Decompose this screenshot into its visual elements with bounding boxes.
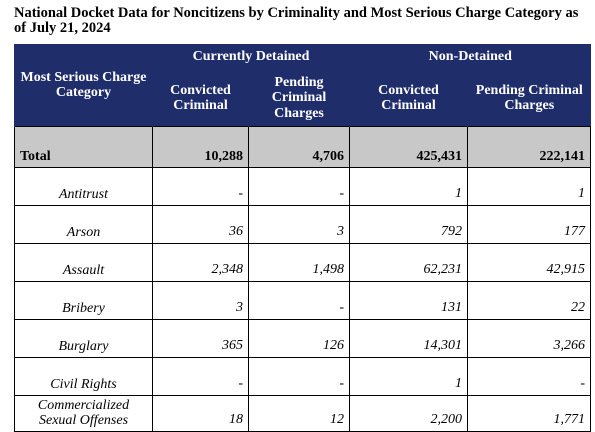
row-detained-convicted: 18 (153, 396, 249, 432)
row-category: Bribery (15, 282, 153, 320)
table-row (15, 282, 591, 320)
header-non-detained: Non-Detained (350, 44, 591, 70)
total-detained-convicted: 10,288 (153, 127, 249, 168)
row-detained-pending: - (249, 168, 350, 206)
row-non-detained-pending: 42,915 (468, 244, 591, 282)
row-non-detained-convicted: 792 (350, 206, 468, 244)
row-non-detained-convicted: 2,200 (350, 396, 468, 432)
row-category: Commercialized Sexual Offenses (15, 396, 153, 432)
row-non-detained-convicted: 14,301 (350, 320, 468, 358)
table-row (15, 244, 591, 282)
row-category: Arson (15, 206, 153, 244)
row-non-detained-convicted: 1 (350, 358, 468, 396)
row-detained-pending: 12 (249, 396, 350, 432)
row-non-detained-pending: 3,266 (468, 320, 591, 358)
row-detained-pending: 1,498 (249, 244, 350, 282)
row-non-detained-pending: 1 (468, 168, 591, 206)
row-non-detained-convicted: 1 (350, 168, 468, 206)
table-row (15, 358, 591, 396)
page-title: National Docket Data for Noncitizens by Criminality and Most Serious Charge Category as of July 21, 2024 (14, 5, 579, 36)
header-group-row (15, 44, 591, 70)
header-currently-detained: Currently Detained (153, 44, 350, 70)
total-non-detained-convicted: 425,431 (350, 127, 468, 168)
table-row (15, 168, 591, 206)
row-detained-convicted: 365 (153, 320, 249, 358)
row-detained-pending: - (249, 282, 350, 320)
row-category: Assault (15, 244, 153, 282)
total-detained-pending: 4,706 (249, 127, 350, 168)
table-row (15, 320, 591, 358)
row-category: Civil Rights (15, 358, 153, 396)
total-label: Total (15, 127, 153, 168)
row-detained-convicted: 36 (153, 206, 249, 244)
total-non-detained-pending: 222,141 (468, 127, 591, 168)
row-detained-convicted: - (153, 168, 249, 206)
row-detained-convicted: 2,348 (153, 244, 249, 282)
row-detained-pending: - (249, 358, 350, 396)
row-non-detained-pending: 1,771 (468, 396, 591, 432)
table-row (15, 206, 591, 244)
row-category: Burglary (15, 320, 153, 358)
header-non-detained-convicted: Convicted Criminal (350, 70, 468, 127)
header-detained-convicted: Convicted Criminal (153, 70, 249, 127)
header-detained-pending: Pending Criminal Charges (249, 70, 350, 127)
row-detained-pending: 126 (249, 320, 350, 358)
row-non-detained-pending: - (468, 358, 591, 396)
table-row (15, 396, 591, 432)
row-non-detained-convicted: 62,231 (350, 244, 468, 282)
row-detained-pending: 3 (249, 206, 350, 244)
row-non-detained-pending: 177 (468, 206, 591, 244)
header-non-detained-pending: Pending Criminal Charges (468, 70, 591, 127)
total-row (15, 127, 591, 168)
docket-table (14, 44, 591, 432)
row-category: Antitrust (15, 168, 153, 206)
row-non-detained-convicted: 131 (350, 282, 468, 320)
row-detained-convicted: - (153, 358, 249, 396)
row-detained-convicted: 3 (153, 282, 249, 320)
row-non-detained-pending: 22 (468, 282, 591, 320)
header-category: Most Serious Charge Category (15, 44, 153, 127)
